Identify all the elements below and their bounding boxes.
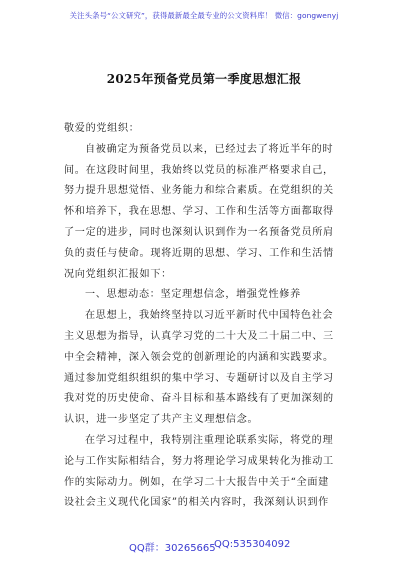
body-line: 负的责任与使命。现将近期的思想、学习、工作和生活情 bbox=[64, 247, 334, 259]
body-line: 作的实际动力。例如，在学习二十大报告中关于“全面建 bbox=[64, 476, 329, 488]
qq-number: QQ:535304092 bbox=[214, 539, 291, 550]
document-title: 2025年预备党员第一季度思想汇报 bbox=[106, 72, 302, 86]
body-line: 论与工作实际相结合，努力将理论学习成果转化为推动工 bbox=[64, 455, 334, 467]
body-line: 间。在这段时间里，我始终以党员的标准严格要求自己， bbox=[64, 164, 334, 176]
body-line: 中全会精神，深入领会党的创新理论的内涵和实践要求。 bbox=[64, 351, 334, 363]
promo-banner: 关注头条号“公文研究”，获得最新最全最专业的公文资料库！ 微信：gongwenyj bbox=[69, 11, 339, 20]
section-heading: 一、思想动态：坚定理想信念，增强党性修养 bbox=[85, 289, 301, 301]
qq-group-number: QQ群：30265665 bbox=[129, 543, 216, 554]
body-line: 怀和培养下，我在思想、学习、工作和生活等方面都取得 bbox=[64, 206, 334, 218]
body-line: 况向党组织汇报如下： bbox=[64, 268, 172, 280]
body-line: 认识，进一步坚定了共产主义理想信念。 bbox=[64, 414, 259, 426]
body-line: 了一定的进步，同时也深刻认识到作为一名预备党员所肩 bbox=[64, 226, 334, 238]
body-line: 主义思想为指导，认真学习党的二十大及二十届二中、三 bbox=[64, 330, 334, 342]
body-line: 通过参加党组织组织的集中学习、专题研讨以及自主学习 bbox=[64, 372, 334, 384]
body-line: 我对党的历史使命、奋斗目标和基本路线有了更加深刻的 bbox=[64, 393, 334, 405]
body-line: 设社会主义现代化国家”的相关内容时，我深刻认识到作 bbox=[64, 497, 329, 509]
body-line: 在思想上，我始终坚持以习近平新时代中国特色社会 bbox=[85, 310, 334, 322]
salutation: 敬爱的党组织： bbox=[64, 123, 140, 134]
body-line: 自被确定为预备党员以来，已经过去了将近半年的时 bbox=[85, 143, 334, 155]
body-line: 在学习过程中，我特别注重理论联系实际，将党的理 bbox=[85, 434, 334, 446]
body-line: 努力提升思想觉悟、业务能力和综合素质。在党组织的关 bbox=[64, 185, 334, 197]
document-body bbox=[64, 119, 351, 514]
